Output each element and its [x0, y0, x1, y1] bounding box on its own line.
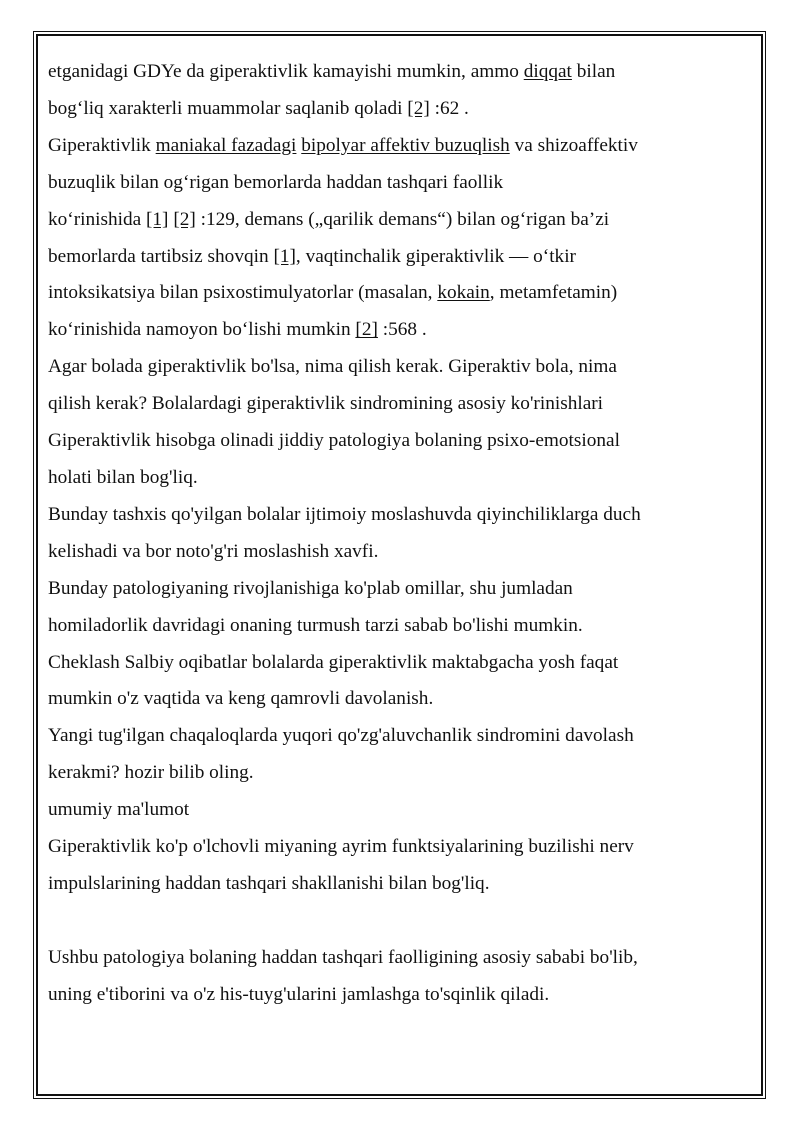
- text-line: [48, 386, 748, 423]
- text-run: , metamfetamin): [489, 282, 618, 304]
- text-line: [48, 349, 748, 386]
- text-run: Bunday tashxis qo'yilgan bolalar ijtimoiy moslashuvda qiyinchiliklarga duch: [48, 503, 641, 525]
- citation-link[interactable]: [1]: [146, 208, 169, 230]
- text-line: [48, 202, 748, 239]
- text-line: [48, 497, 748, 534]
- blank-line: [48, 903, 748, 940]
- text-run: bog‘liq xarakterli muammolar saqlanib qoladi: [48, 97, 408, 119]
- text-run: kelishadi va bor noto'g'ri moslashish xavfi.: [48, 540, 379, 562]
- text-run: Cheklash Salbiy oqibatlar bolalarda giperaktivlik maktabgacha yosh faqat: [48, 651, 619, 673]
- text-line: [48, 460, 748, 497]
- text-run: bemorlarda tartibsiz shovqin: [48, 245, 274, 267]
- text-line: [48, 571, 748, 608]
- text-run: umumiy ma'lumot: [48, 799, 190, 821]
- term-link[interactable]: kokain: [437, 282, 490, 304]
- term-link[interactable]: maniakal fazadagi: [155, 134, 297, 156]
- text-run: Yangi tug'ilgan chaqaloqlarda yuqori qo'zg'aluvchanlik sindromini davolash: [48, 725, 634, 747]
- text-run: buzuqlik bilan og‘rigan bemorlarda haddan tashqari faollik: [48, 171, 504, 193]
- text-run: kerakmi? hozir bilib oling.: [48, 762, 254, 784]
- text-run: ko‘rinishida: [48, 208, 146, 230]
- citation-link[interactable]: [2]: [407, 97, 430, 119]
- text-run: etganidagi GDYe da giperaktivlik kamayishi mumkin, ammo: [48, 61, 524, 82]
- text-line: [48, 645, 748, 682]
- text-run: homiladorlik davridagi onaning turmush tarzi sabab bo'lishi mumkin.: [48, 614, 583, 636]
- citation-link[interactable]: [1]: [273, 245, 296, 267]
- text-line: [48, 312, 748, 349]
- text-run: Ushbu patologiya bolaning haddan tashqari faolligining asosiy sababi bo'lib,: [48, 946, 638, 968]
- text-line: [48, 91, 748, 128]
- text-line: [48, 755, 748, 792]
- text-line: [48, 165, 748, 202]
- text-line: [48, 681, 748, 718]
- text-line: [48, 275, 748, 312]
- text-run: holati bilan bog'liq.: [48, 466, 198, 488]
- text-run: ko‘rinishida namoyon bo‘lishi mumkin: [48, 319, 356, 341]
- text-run: mumkin o'z vaqtida va keng qamrovli davolanish.: [48, 688, 434, 710]
- text-run: qilish kerak? Bolalardagi giperaktivlik sindromining asosiy ko'rinishlari: [48, 393, 604, 415]
- text-run: bilan: [571, 61, 616, 82]
- text-line: [48, 239, 748, 276]
- text-run: Giperaktivlik: [48, 134, 156, 156]
- citation-link[interactable]: [2]: [173, 208, 196, 230]
- text-line: [48, 829, 748, 866]
- text-line: [48, 54, 748, 91]
- text-line: [48, 940, 748, 977]
- text-run: :568 .: [377, 319, 427, 341]
- document-body: [48, 54, 748, 1014]
- text-line: [48, 128, 748, 165]
- text-run: Bunday patologiyaning rivojlanishiga ko'plab omillar, shu jumladan: [48, 577, 573, 599]
- text-run: Giperaktivlik ko'p o'lchovli miyaning ayrim funktsiyalarining buzilishi nerv: [48, 836, 634, 858]
- text-line: [48, 718, 748, 755]
- text-run: intoksikatsiya bilan psixostimulyatorlar (masalan,: [48, 282, 438, 304]
- text-line: [48, 608, 748, 645]
- text-run: :62 .: [429, 97, 469, 119]
- text-run: va shizoaffektiv: [509, 134, 638, 156]
- text-line: [48, 866, 748, 903]
- text-run: :129, demans („qarilik demans“) bilan og‘rigan ba’zi: [195, 208, 610, 230]
- text-run: Agar bolada giperaktivlik bo'lsa, nima qilish kerak. Giperaktiv bola, nima: [48, 356, 617, 378]
- citation-link[interactable]: [2]: [355, 319, 378, 341]
- text-run: , vaqtinchalik giperaktivlik — o‘tkir: [295, 245, 576, 267]
- text-run: Giperaktivlik hisobga olinadi jiddiy patologiya bolaning psixo-emotsional: [48, 430, 620, 452]
- text-line: [48, 423, 748, 460]
- text-line: [48, 977, 748, 1014]
- text-line: [48, 534, 748, 571]
- text-line: [48, 792, 748, 829]
- term-link[interactable]: diqqat: [523, 61, 572, 82]
- text-run: uning e'tiborini va o'z his-tuyg'ularini jamlashga to'sqinlik qiladi.: [48, 983, 550, 1005]
- term-link[interactable]: bipolyar affektiv buzuqlish: [301, 134, 510, 156]
- text-run: impulslarining haddan tashqari shakllanishi bilan bog'liq.: [48, 872, 490, 894]
